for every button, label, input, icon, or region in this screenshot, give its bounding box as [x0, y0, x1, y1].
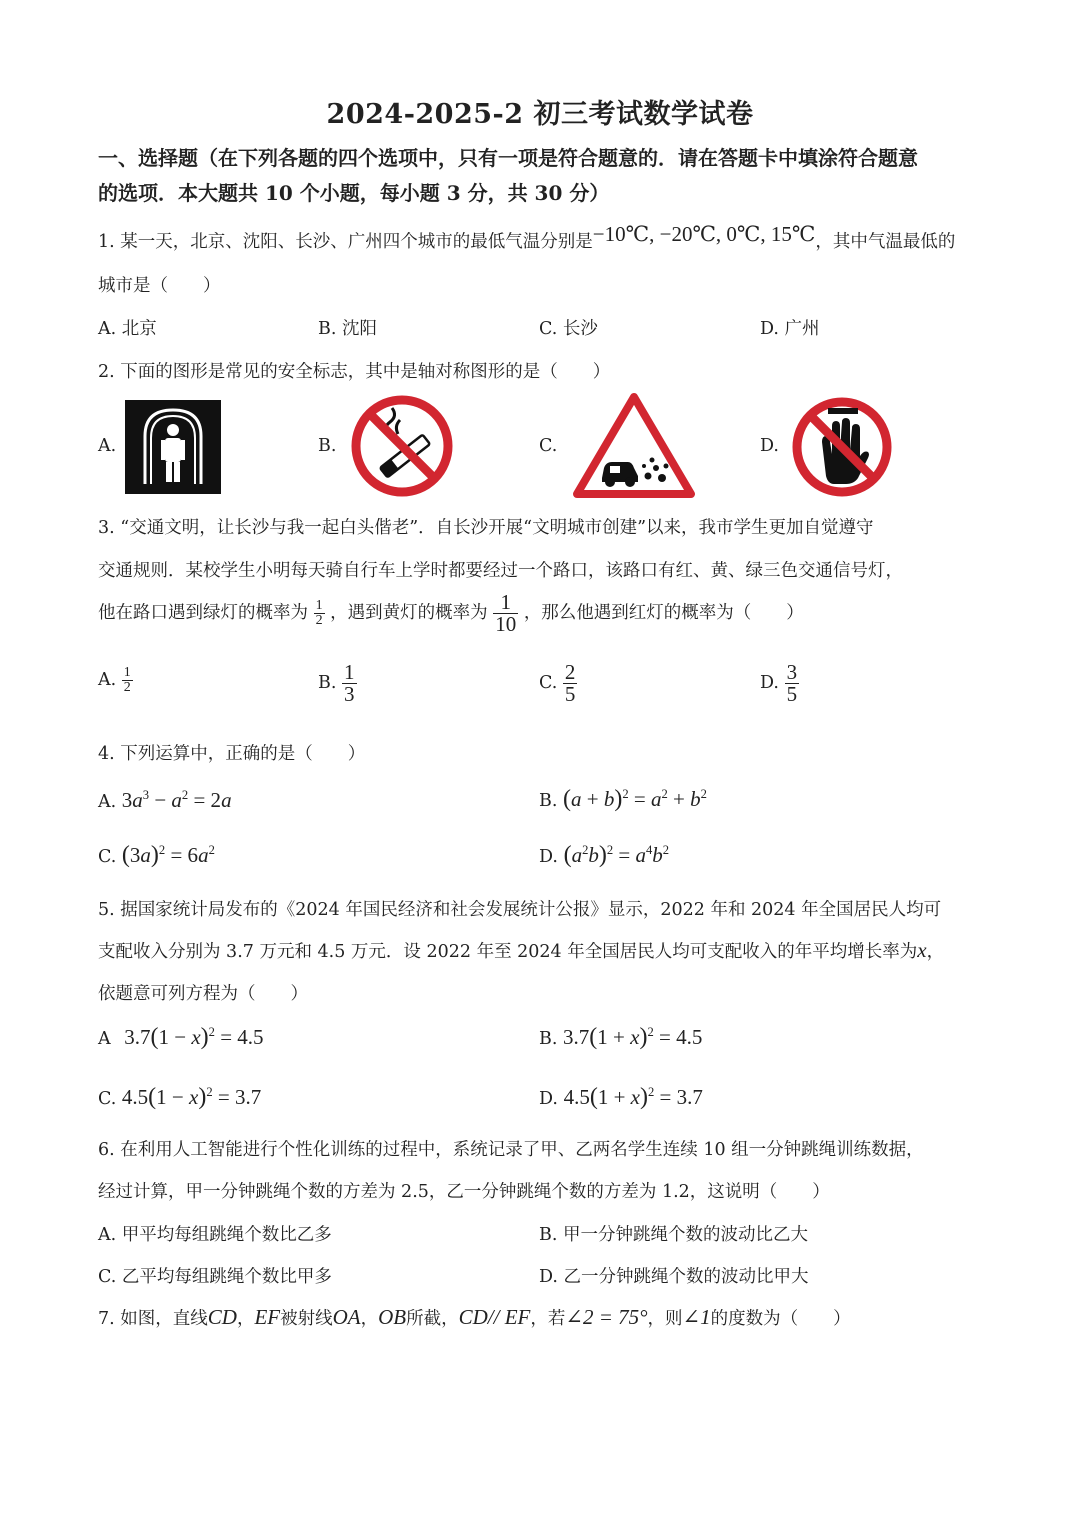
q2-sign-d	[790, 396, 894, 498]
q7-p5: 所截，	[406, 1309, 459, 1329]
q6-line2: 经过计算，甲一分钟跳绳个数的方差为 2.5，乙一分钟跳绳个数的方差为 1.2，这说明（ ）	[98, 1182, 830, 1202]
no-smoking-icon	[348, 394, 456, 498]
q3-option-a-den: 2	[123, 680, 131, 695]
q1-stem-a: 1. 某一天，北京、沈阳、长沙、广州四个城市的最低气温分别是	[98, 232, 593, 252]
q3-line3-a: 他在路口遇到绿灯的概率为	[98, 603, 308, 623]
q7-p1: 7. 如图，直线	[98, 1309, 208, 1329]
q1-temperatures: −10℃, −20℃, 0℃, 15℃	[592, 222, 816, 246]
q3-option-b-fraction	[342, 662, 357, 705]
q4-option-c-expr: $(3a)^2 = 6a^2$	[121, 842, 215, 868]
q1-option-d: D. 广州	[760, 319, 820, 339]
q7-p3: 被射线	[280, 1309, 333, 1329]
q5-option-d-expr: $4.5(1 + x)^2 = 3.7$	[563, 1084, 703, 1110]
q3-green-den: 2	[315, 613, 323, 628]
q4-option-a-expr: $3a^3 - a^2 = 2a$	[121, 788, 232, 812]
q2-sign-a	[125, 400, 221, 494]
q7-cd-parallel-ef: CD// EF	[458, 1305, 531, 1329]
q3-option-d-label: D.	[760, 673, 779, 693]
q3-option-c	[539, 662, 577, 705]
section-header-line1: 一、选择题（在下列各题的四个选项中，只有一项是符合题意的．请在答题卡中填涂符合题意	[98, 146, 918, 170]
q4-option-b	[539, 786, 707, 813]
q4-option-c-label: C.	[98, 847, 117, 867]
q2-sign-b	[348, 394, 456, 498]
q6-line1: 6. 在利用人工智能进行个性化训练的过程中，系统记录了甲、乙两名学生连续 10 组一分钟跳绳训练数据，	[98, 1140, 924, 1160]
q5-option-b	[539, 1024, 702, 1051]
q4-stem: 4. 下列运算中，正确的是（ ）	[98, 744, 366, 764]
q4-option-b-expr: $(a + b)^2 = a^2 + b^2$	[563, 786, 707, 812]
q3-yellow-num: 1	[493, 592, 518, 614]
q2-label-b: B.	[318, 436, 337, 456]
q5-option-a	[98, 1024, 264, 1051]
q6-option-a: A. 甲平均每组跳绳个数比乙多	[98, 1225, 332, 1245]
q4-option-a-label: A.	[98, 792, 117, 812]
q4-option-d-expr: $(a^2b)^2 = a^4b^2$	[563, 842, 670, 868]
q3-option-d-fraction	[785, 662, 800, 705]
q5-line3: 依题意可列方程为（ ）	[98, 984, 308, 1004]
q1-stem-c: 城市是（ ）	[98, 276, 221, 296]
q3-line2: 交通规则．某校学生小明每天骑自行车上学时都要经过一个路口，该路口有红、黄、绿三色交通信号灯，	[98, 561, 903, 581]
falling-stones-warning-icon	[572, 392, 696, 500]
q3-option-b-num: 1	[344, 660, 355, 684]
q5-option-b-expr: $3.7(1 + x)^2 = 4.5$	[563, 1024, 703, 1050]
q3-option-c-fraction	[563, 662, 578, 705]
q5-line2-b: ，	[926, 942, 945, 962]
q7-ef: EF	[254, 1305, 281, 1329]
section-header-line2: 的选项．本大题共 10 个小题，每小题 3 分，共 30 分）	[98, 181, 610, 205]
q7-stem	[98, 1305, 851, 1330]
q2-stem: 2. 下面的图形是常见的安全标志，其中是轴对称图形的是（ ）	[98, 362, 611, 382]
q3-green-num: 1	[315, 598, 323, 613]
q7-angle1: ∠1	[682, 1305, 711, 1329]
q7-p7: ，则	[647, 1309, 683, 1329]
q7-angle2: ∠2 = 75°	[565, 1305, 648, 1329]
q3-option-a	[98, 666, 133, 695]
q4-option-d	[539, 842, 669, 869]
q7-cd: CD	[207, 1305, 237, 1329]
q3-line3-b: ，遇到黄灯的概率为	[330, 603, 488, 623]
q3-option-a-label: A.	[98, 670, 117, 690]
exam-title: 2024-2025-2 初三考试数学试卷	[326, 99, 754, 130]
q7-p8: 的度数为（ ）	[710, 1309, 851, 1329]
q3-green-fraction	[314, 599, 325, 628]
q3-option-b-label: B.	[318, 673, 337, 693]
q4-option-d-label: D.	[539, 847, 558, 867]
q7-p4: ，	[360, 1309, 379, 1329]
q3-option-c-den: 5	[564, 682, 576, 706]
q5-option-d	[539, 1084, 703, 1111]
q3-option-d	[760, 662, 799, 705]
q3-line1: 3. “交通文明，让长沙与我一起白头偕老”．自长沙开展“文明城市创建”以来，我市学生更加自觉遵守	[98, 518, 874, 538]
q5-line1: 5. 据国家统计局发布的《2024 年国民经济和社会发展统计公报》显示，2022 年和 2024 年全国居民人均可	[98, 900, 942, 920]
q3-option-b-den: 3	[344, 682, 355, 706]
q6-option-c: C. 乙平均每组跳绳个数比甲多	[98, 1267, 332, 1287]
q5-option-a-expr: $3.7(1 - x)^2 = 4.5$	[124, 1024, 264, 1050]
q5-option-c	[98, 1084, 261, 1111]
q5-option-b-label: B.	[539, 1029, 558, 1049]
q2-label-a: A.	[98, 436, 117, 456]
q3-line3	[98, 592, 804, 635]
q1-option-a: A. 北京	[98, 319, 157, 339]
q5-option-a-label: A	[98, 1029, 111, 1049]
q6-option-b: B. 甲一分钟跳绳个数的波动比乙大	[539, 1225, 808, 1245]
q3-yellow-den: 10	[495, 612, 517, 636]
q7-ob: OB	[378, 1305, 407, 1329]
q3-yellow-fraction	[493, 592, 518, 635]
q1-option-c: C. 长沙	[539, 319, 598, 339]
q4-option-a	[98, 788, 232, 813]
q5-var-x: x	[917, 938, 927, 962]
q1-option-b: B. 沈阳	[318, 319, 377, 339]
q3-line3-c: ，那么他遇到红灯的概率为（ ）	[523, 603, 804, 623]
q3-option-d-num: 3	[786, 660, 798, 684]
q3-option-b	[318, 662, 357, 705]
q2-label-c: C.	[539, 436, 558, 456]
q3-option-c-label: C.	[539, 673, 558, 693]
q5-option-c-expr: $4.5(1 - x)^2 = 3.7$	[121, 1084, 262, 1110]
no-touching-hand-icon	[790, 396, 894, 498]
q1-stem-b: ，其中气温最低的	[815, 232, 956, 252]
q5-line2	[98, 938, 944, 963]
q3-option-a-num: 1	[123, 665, 131, 680]
q2-sign-c	[572, 392, 696, 500]
q4-option-c	[98, 842, 215, 869]
q5-line2-a: 支配收入分别为 3.7 万元和 4.5 万元．设 2022 年至 2024 年全国居民人均可支配收入的年平均增长率为	[98, 942, 918, 962]
q1-stem	[98, 222, 956, 253]
q7-p6: ，若	[530, 1309, 566, 1329]
q5-option-c-label: C.	[98, 1089, 117, 1109]
q4-option-b-label: B.	[539, 791, 558, 811]
q6-option-d: D. 乙一分钟跳绳个数的波动比甲大	[539, 1267, 809, 1287]
q5-option-d-label: D.	[539, 1089, 558, 1109]
emergency-exit-person-icon	[125, 400, 221, 494]
q2-label-d: D.	[760, 436, 779, 456]
q3-option-d-den: 5	[786, 682, 798, 706]
q7-p2: ，	[236, 1309, 255, 1329]
q7-oa: OA	[332, 1305, 361, 1329]
q3-option-c-num: 2	[564, 660, 576, 684]
q3-option-a-fraction	[122, 666, 133, 695]
